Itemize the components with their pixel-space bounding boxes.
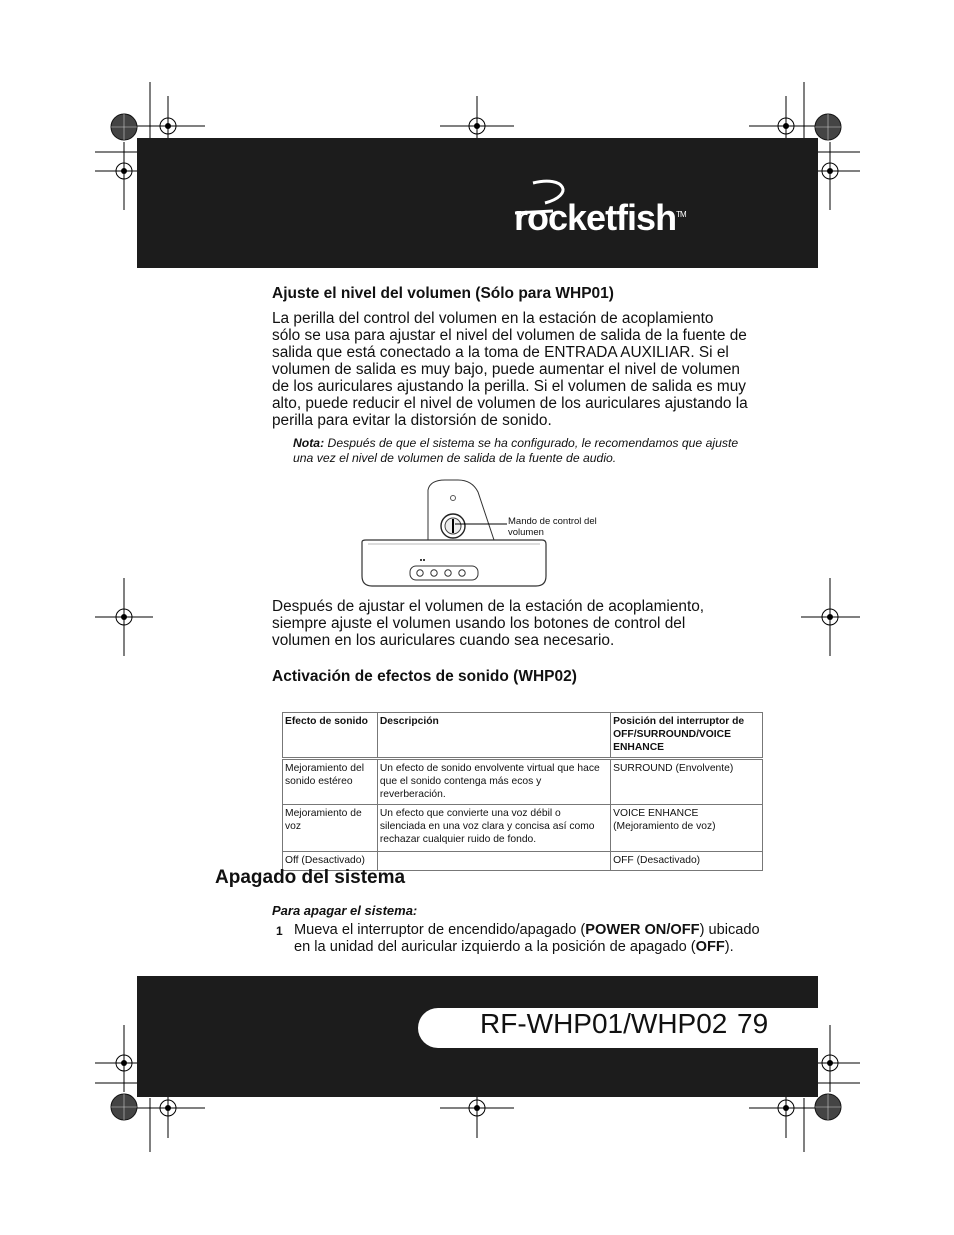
table-header: Descripción: [377, 713, 610, 759]
text-line: alto, puede reducir el nivel de volumen de los auriculares ajustando la: [272, 395, 748, 412]
step-text-part: ) ubicado: [699, 922, 760, 938]
table-header: Posición del interruptor de OFF/SURROUND/VOICE ENHANCE: [611, 713, 763, 759]
step-text-bold: OFF: [695, 939, 725, 955]
table-header: Efecto de sonido: [283, 713, 378, 759]
callout-text: volumen: [508, 527, 544, 538]
note-label: Nota:: [293, 436, 325, 450]
footer-model: RF-WHP01/WHP02: [480, 1008, 728, 1039]
text-line: volumen de salida es muy bajo, puede aumentar el nivel de volumen: [272, 361, 740, 378]
table-cell: [377, 852, 610, 871]
step-text-part: ).: [724, 939, 734, 955]
callout-volume-knob: [508, 516, 597, 538]
table-cell: Mejoramiento del sonido estéreo: [283, 759, 378, 805]
text-line: perilla para evitar la distorsión de sonido.: [272, 412, 552, 429]
heading-volume: Ajuste el nivel del volumen (Sólo para WHP01): [272, 285, 614, 302]
table-row: [283, 805, 763, 852]
heading-shutdown: Apagado del sistema: [215, 867, 406, 888]
step-number: 1: [276, 924, 283, 938]
note-text: Después de que el sistema se ha configurado, le recomendamos que ajuste: [324, 436, 739, 450]
callout-text: Mando de control del: [508, 516, 597, 527]
text-line: sólo se usa para ajustar el nivel del volumen de salida de la fuente de: [272, 327, 747, 344]
table-cell: VOICE ENHANCE (Mejoramiento de voz): [611, 805, 763, 852]
table-cell: Un efecto de sonido envolvente virtual que hace que el sonido contenga más ecos y reverberación.: [377, 759, 610, 805]
text-line: salida que está conectado a la toma de ENTRADA AUXILIAR. Si el: [272, 344, 729, 361]
table-cell: OFF (Desactivado): [611, 852, 763, 871]
table-cell: Mejoramiento de voz: [283, 805, 378, 852]
text-line: Después de ajustar el volumen de la estación de acoplamiento,: [272, 598, 705, 615]
page-number: 79: [737, 1008, 769, 1039]
table-cell: Off (Desactivado): [283, 852, 378, 871]
subheading-shutdown: Para apagar el sistema:: [272, 903, 418, 918]
note-text: una vez el nivel de volumen de salida de la fuente de audio.: [293, 450, 617, 465]
text-line: de los auriculares ajustando la perilla. Si el volumen de salida es muy: [272, 378, 746, 395]
table-row: [283, 759, 763, 805]
step-text-part: Mueva el interruptor de encendido/apagado (: [294, 922, 586, 938]
rocketfish-logo: rocketfish™: [514, 197, 686, 238]
note: [293, 436, 763, 465]
table-cell: SURROUND (Envolvente): [611, 759, 763, 805]
heading-sound-effects: Activación de efectos de sonido (WHP02): [272, 668, 577, 685]
step-text-part: en la unidad del auricular izquierdo a la posición de apagado (: [294, 939, 696, 955]
table-cell: Un efecto que convierte una voz débil o silenciada en una voz clara y concisa así como rechazar cualquier ruido de fondo.: [377, 805, 610, 852]
callout-leader-line: [455, 518, 510, 530]
text-line: siempre ajuste el volumen usando los botones de control del: [272, 615, 686, 632]
text-line: La perilla del control del volumen en la estación de acoplamiento: [272, 310, 714, 327]
sound-effects-table: [282, 712, 763, 871]
paragraph-volume: [272, 310, 772, 429]
text-line: volumen en los auriculares cuando sea necesario.: [272, 632, 615, 649]
step-text: [294, 922, 774, 956]
table-header-row: [283, 713, 763, 759]
step-text-bold: POWER ON/OFF: [585, 922, 700, 938]
paragraph-after-adjust: [272, 598, 772, 649]
